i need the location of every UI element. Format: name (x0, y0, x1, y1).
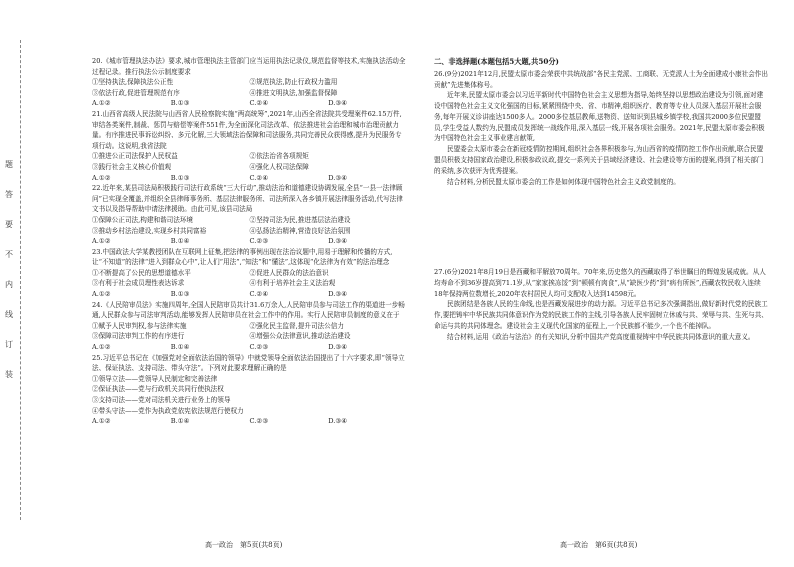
choice-item: ③推动乡村法治建设,实现乡村共同富裕 (92, 226, 207, 235)
answer-option: A.①② (92, 173, 111, 182)
choice-item: ②坚持司法为民,推进基层法治建设 (249, 215, 351, 224)
choice-item: ③践行社会主义核心价值观 (92, 162, 172, 171)
choice-item: ④增强公众法律意识,推动法治建设 (249, 332, 351, 341)
answer-option: D.③④ (328, 237, 348, 246)
question-stem: 26.(9分)2021年12月,民盟太原市委会荣获中共统战部“各民主党派、工商联、无党派人士为全面建成小康社会作出贡献”先进集体称号。 (434, 70, 768, 89)
answer-option: A.①② (92, 99, 111, 108)
answer-option: D.③④ (328, 99, 348, 108)
question-25 (92, 353, 407, 427)
question-stem: 25.习近平总书记在《加强党对全面依法治国的领导》中就党领导全面依法治国提出了十六字要求,即“领导立法、保证执法、支持司法、带头守法”。下列对此要求理解正确的是 (92, 353, 405, 373)
choice-item: ④有利于培养社会主义法治观 (249, 279, 336, 288)
answer-option: A.①② (92, 343, 111, 352)
question-stem: 21.山西省高级人民法院与山西省人民检察院实施“两高统筹”,2021年,山西全省法院共受理案件62.15万件,审结各类案件,制裁、惩罚与赔偿等案件551件,为全面深化司法改革、依法推进社会治理和城市治理贡献力量。有序推进民事诉讼纠纷、多元化解,三大领域法治保障和司法服务,共同完善民众获得感,提升为民服务专项行动。这说明,我省法院 (92, 109, 402, 150)
margin-char: 内 (5, 280, 13, 289)
answer-option: B.①③ (170, 99, 190, 108)
left-page (92, 56, 407, 427)
answer-option: D.③④ (328, 290, 348, 299)
answer-option: C.②④ (249, 290, 269, 299)
question-27 (434, 267, 769, 342)
choice-item: ②规范执法,防止行政权力滥用 (249, 78, 338, 87)
material-paragraph: 民族团结是各族人民的生命线,也是西藏发展进步的动力源。习近平总书记多次强调指出,做好新时代党的民族工作,要把铸牢中华民族共同体意识作为党的民族工作的主线,引导各族人民牢固树立休戚与共、荣辱与共、生死与共、命运与共的共同体理念。建设社会主义现代化国家的征程上,一个民族都不能少,一个也不能掉队。 (434, 300, 768, 330)
answer-option: B.①③ (170, 173, 190, 182)
answer-option: C.②③ (249, 343, 269, 352)
answer-option: B.①④ (170, 417, 190, 426)
page-footer-left: 高一政治 第5页(共8页) (205, 541, 283, 549)
answer-option: A.①② (92, 290, 111, 299)
question-20 (92, 56, 407, 109)
answer-option: A.①② (92, 237, 111, 246)
answer-option: B.①③ (170, 290, 190, 299)
question-23 (92, 247, 407, 300)
question-stem: 27.(6分)2021年8月19日是西藏和平解放70周年。70年来,历史悠久的西藏取得了举世瞩目的辉煌发展成就。从人均寿命不到36岁提高到71.1岁,从“家家挨冻馁”到“顿顿有肉食”,从“缺医少药”到“病有所医”,西藏农牧民收入连续18年保持两位数增长,2020年农村居民人均可支配收入达到14598元。 (434, 268, 766, 298)
choice-item: ③支持司法——党对司法机关进行业务上的领导 (92, 396, 231, 404)
choice-item: ③有利于社会成员理性表达诉求 (92, 279, 185, 288)
choice-item: ②强化民主监督,提升司法公信力 (249, 321, 344, 330)
question-stem: 24.《人民陪审员法》实施四周年,全国人民陪审员共计31.6万余人,人民陪审员参与司法工作的渠道进一步畅通,人民群众参与司法审判活动,能够发挥人民陪审员在社会工作中的作用。实行人民陪审员制度的意义在于 (92, 300, 405, 320)
answer-option: A.①② (92, 417, 111, 426)
answer-option: C.②④ (249, 99, 269, 108)
page-footer-right: 高一政治 第6页(共8页) (560, 541, 638, 549)
choice-item: ①保障公正司法,构建和谐司法环境 (92, 215, 194, 224)
question-prompt: 结合材料,运用《政治与法治》的有关知识,分析中国共产党高度重视铸牢中华民族共同体意识的重大意义。 (447, 332, 755, 341)
right-page (434, 56, 769, 342)
question-24 (92, 300, 407, 353)
choice-item: ②保证执法——党与行政机关共同行使执法权 (92, 385, 224, 394)
choice-item: ①领导立法——党领导人民制定和完善法律 (92, 374, 218, 383)
answer-space (434, 187, 769, 267)
choice-item: ④弘扬法治精神,营造良好法治氛围 (249, 226, 351, 235)
choice-item: ①不断提高了公民的思想道德水平 (92, 268, 191, 277)
choice-item: ④带头守法——党作为执政党依宪依法规范行使权力 (92, 406, 244, 415)
material-paragraph: 近年来,民盟太原市委会以习近平新时代中国特色社会主义思想为指导,始终坚持以思想政治建设为引领,面对建设中国特色社会主义文化强国的目标,紧紧围绕中央、省、市精神,组织医疗、教育等专业人员深入基层开展社会服务,每年开展义诊讲座达1500多人。2000多位基层教师,送物资、送知识到县城乡镇学校,我国共2000多位民盟盟员,学生受益人数约为,民盟成员发挥统一战线作用,深入基层一线,开展各项社会服务。2021年,民盟太原市委会积极为中国特色社会主义事业建言献策, (434, 91, 765, 143)
material-paragraph: 民盟委会太原市委会在新冠疫情防控期间,组织社会各界积极参与,为山西省的疫情防控工作作出贡献,联合民盟盟员积极支持国家政治建设,积极参政议政,提交一系列关于县域经济建设、社会建设等方面的提案,得到了相关部门的采纳,多次获评为优秀提案。 (434, 145, 764, 175)
choice-item: ②促进人民群众的法治意识 (249, 268, 329, 277)
margin-char: 线 (5, 310, 13, 319)
margin-char: 答 (5, 190, 13, 199)
question-prompt: 结合材料,分析民盟太原市委会的工作是如何体现中国特色社会主义政党制度的。 (447, 177, 680, 186)
answer-option: D.③④ (328, 343, 348, 352)
margin-char: 不 (5, 250, 13, 259)
margin-char: 要 (5, 220, 13, 229)
answer-option: D.③④ (328, 173, 348, 182)
question-26 (434, 69, 769, 187)
question-22 (92, 183, 407, 247)
choice-item: ④强化人权司法保障 (249, 162, 309, 171)
answer-option: B.①④ (170, 237, 190, 246)
answer-option: B.①④ (170, 343, 190, 352)
answer-option: C.②③ (249, 237, 269, 246)
binding-line (20, 40, 21, 520)
question-stem: 23.中国政法大学某教授团队在互联网上征集,把法律的事例出现在法治议题中,用易于理解和传播的方式,让“不知道”的法律“进入到群众心中”,让人们“用法”,“知法”和“懂法”,这体现“化法律为有效”的法治理念 (92, 247, 393, 267)
choice-item: ①坚持执法,保障执法公正性 (92, 78, 174, 87)
margin-char: 题 (5, 160, 13, 169)
margin-char: 装 (5, 370, 13, 379)
choice-item: ①推进公正司法保护人民权益 (92, 152, 178, 161)
choice-item: ③保障司法审判工作的有序进行 (92, 332, 185, 341)
question-stem: 22.近年来,某县司法局积极践行司法行政系统“三大行动”,推动法治和道德建设协调发展,全县“一县一法律顾问”已实现全覆盖,并组织全县律师事务所、基层法律服务所、司法所深入各乡镇开展法律服务活动,代写法律文书以及指导帮助申请法律援助。由此可见,该县司法局 (92, 184, 403, 214)
answer-option: D.③④ (328, 417, 348, 426)
question-stem: 20.《城市管理执法办法》要求,城市管理执法主管部门应当运用执法记录仪,规范监督等技术,实施执法活动全过程记录。推行执法公示制度要求 (92, 57, 406, 76)
answer-option: C.②④ (249, 173, 269, 182)
choice-item: ②依法治省各项规矩 (249, 152, 309, 161)
margin-char: 订 (5, 340, 13, 349)
choice-item: ①赋予人民审判权,参与法律实施 (92, 321, 187, 330)
question-21 (92, 109, 407, 183)
answer-option: C.②③ (249, 417, 269, 426)
choice-item: ④推进文明执法,加强监督保障 (249, 88, 338, 97)
choice-item: ③依法行政,促进管理规范有序 (92, 88, 180, 97)
section-heading: 二、非选择题(本题包括5大题,共50分) (434, 57, 559, 66)
binding-margin-text (2, 150, 16, 390)
